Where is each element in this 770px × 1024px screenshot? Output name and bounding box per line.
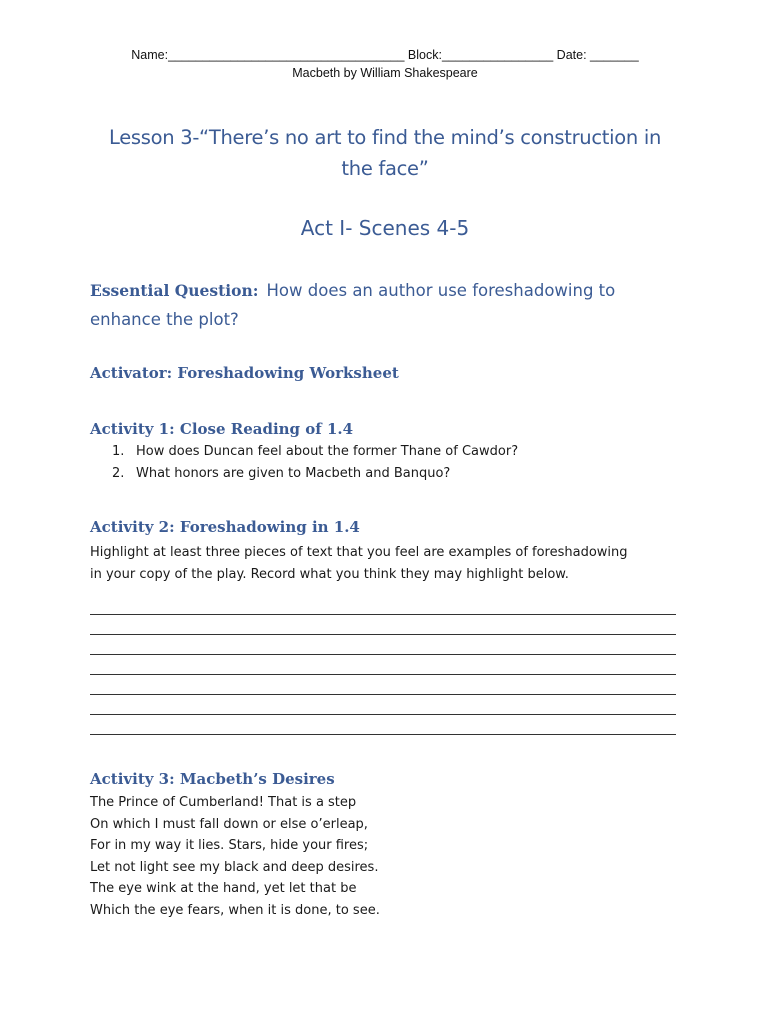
activity-2-instructions — [90, 542, 628, 586]
answer-lines[interactable] — [90, 595, 676, 735]
quote-line: The eye wink at the hand, yet let that be — [90, 881, 357, 896]
answer-line[interactable] — [90, 695, 676, 715]
essential-question-text-line-1: How does an author use foreshadowing to — [266, 281, 616, 300]
lesson-title-line-2: the face” — [341, 157, 429, 180]
act-scenes-heading: Act I- Scenes 4-5 — [300, 216, 470, 240]
question-text: How does Duncan feel about the former Thane of Cawdor? — [136, 444, 519, 459]
answer-line[interactable] — [90, 675, 676, 695]
name-block-date-line: Name:__________________________________ Block:________________ Date: _______ — [131, 48, 639, 62]
lesson-title-line-1: Lesson 3-“There’s no art to find the mind’s construction in — [108, 126, 662, 149]
question-number: 2. — [112, 466, 125, 481]
activity-1-question — [112, 463, 518, 485]
document-subtitle: Macbeth by William Shakespeare — [292, 66, 478, 80]
activity-2-instructions-line-1: Highlight at least three pieces of text that you feel are examples of foreshadowing — [90, 545, 628, 560]
essential-question — [90, 276, 710, 334]
quote-line: Which the eye fears, when it is done, to see. — [90, 902, 380, 918]
quote-line: The Prince of Cumberland! That is a step — [90, 795, 357, 810]
quote-line: For in my way it lies. Stars, hide your fires; — [90, 838, 369, 853]
essential-question-label: Essential Question: — [90, 281, 259, 300]
answer-line[interactable] — [90, 715, 676, 735]
answer-line[interactable] — [90, 635, 676, 655]
activity-2-instructions-line-2: in your copy of the play. Record what you think they may highlight below. — [90, 567, 569, 582]
quote-line: Let not light see my black and deep desires. — [90, 859, 379, 875]
answer-line[interactable] — [90, 615, 676, 635]
quote-line: On which I must fall down or else o’erleap, — [90, 816, 368, 832]
activity-1-question-list — [112, 441, 518, 485]
question-number: 1. — [112, 444, 125, 459]
activity-2-heading: Activity 2: Foreshadowing in 1.4 — [90, 518, 360, 536]
answer-line[interactable] — [90, 595, 676, 615]
activator-heading: Activator: Foreshadowing Worksheet — [90, 364, 399, 382]
activity-1-question — [112, 441, 518, 463]
activity-1-heading: Activity 1: Close Reading of 1.4 — [90, 420, 354, 438]
macbeth-quote — [90, 792, 380, 921]
activity-3-heading: Activity 3: Macbeth’s Desires — [90, 770, 335, 788]
answer-line[interactable] — [90, 655, 676, 675]
lesson-title — [60, 122, 710, 184]
essential-question-text-line-2: enhance the plot? — [90, 310, 239, 329]
question-text: What honors are given to Macbeth and Banquo? — [136, 466, 451, 481]
